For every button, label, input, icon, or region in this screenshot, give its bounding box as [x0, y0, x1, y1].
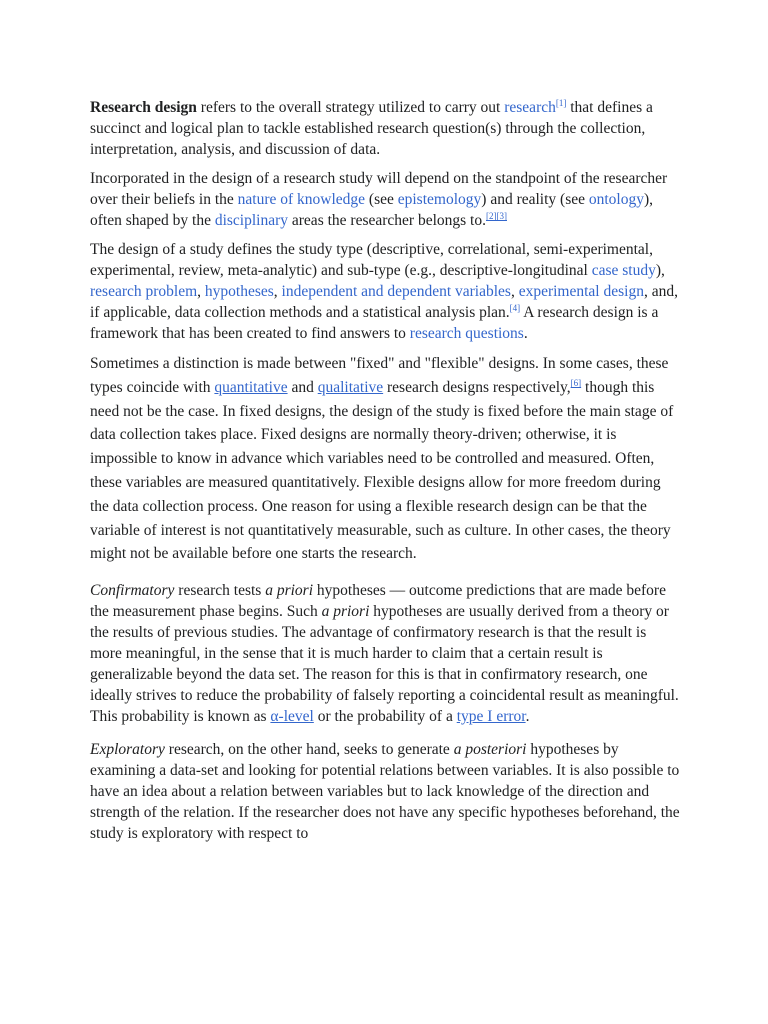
- text: refers to the overall strategy utilized to carry out: [196, 99, 505, 116]
- paragraph-definition: [90, 97, 680, 160]
- text: .: [525, 708, 530, 726]
- text: A research design is a framework that has been created to find answers to: [90, 304, 659, 342]
- text: that defines a succinct and logical plan to tackle established research question(s) through the collection, interpretation, analysis, and discussion of data.: [90, 99, 653, 158]
- paragraph-study-type: [90, 239, 680, 344]
- link-case-study[interactable]: case study: [591, 262, 656, 279]
- paragraph-confirmatory: [90, 580, 680, 727]
- text: research tests: [174, 582, 266, 600]
- paragraph-standpoint: [90, 168, 680, 231]
- term-a-priori: a priori: [321, 603, 370, 621]
- text: The design of a study defines the study type (descriptive, correlational, semi-experimental, experimental, review, meta-analytic) and sub-type (e.g., descriptive-longitudinal: [90, 241, 653, 279]
- text: or the probability of a: [313, 708, 457, 726]
- term-a-posteriori: a posteriori: [453, 741, 527, 759]
- link-type-i-error[interactable]: type I error: [456, 708, 526, 726]
- link-independent-dependent-variables[interactable]: independent and dependent variables: [281, 283, 511, 300]
- text: hypotheses by examining a data-set and looking for potential relations between variables. It is also possible to have an idea about a relation between variables but to lack knowledge of the direction and strength of the relation. If the researcher does not have any specific hypotheses beforehand, the study is exploratory with respect to: [90, 741, 680, 843]
- text: Incorporated in the design of a research study will depend on the standpoint of the researcher over their beliefs in the: [90, 170, 668, 208]
- link-experimental-design[interactable]: experimental design: [518, 283, 644, 300]
- link-research-questions[interactable]: research questions: [409, 325, 524, 342]
- text: research, on the other hand, seeks to generate: [164, 741, 454, 759]
- text: and: [287, 378, 318, 396]
- text: ,: [197, 283, 205, 300]
- text: though this need not be the case. In fixed designs, the design of the study is fixed before the main stage of data collection takes place. Fixed designs are normally theory-driven; otherwise, it is impossible to know in advance which variables need to be controlled and measured. Often, these variables are measured quantitatively. Flexible designs allow for more freedom during the data collection process. One reason for using a flexible research design can be that the variable of interest is not quantitatively measurable, such as culture. In other cases, the theory might not be available before one starts the research.: [90, 378, 674, 563]
- link-research-problem[interactable]: research problem: [90, 283, 198, 300]
- text: hypotheses — outcome predictions that are made before the measurement phase begins. Such: [90, 582, 666, 621]
- link-quantitative[interactable]: quantitative: [214, 378, 288, 396]
- term-exploratory: Exploratory: [90, 741, 165, 759]
- article-body: [90, 97, 680, 852]
- link-disciplinary[interactable]: disciplinary: [214, 212, 289, 229]
- link-alpha-level[interactable]: α-level: [270, 708, 314, 726]
- link-research[interactable]: research: [504, 99, 556, 116]
- paragraph-exploratory: [90, 739, 680, 844]
- link-ontology[interactable]: ontology: [588, 191, 644, 208]
- term-a-priori: a priori: [265, 582, 314, 600]
- text: ),: [655, 262, 665, 279]
- text: areas the researcher belongs to.: [288, 212, 486, 229]
- text: ), often shaped by the: [90, 191, 654, 229]
- text: ,: [273, 283, 282, 300]
- link-hypotheses[interactable]: hypotheses: [204, 283, 274, 300]
- text: research designs respectively,: [383, 378, 571, 396]
- text: (see: [365, 191, 398, 208]
- text: Sometimes a distinction is made between "fixed" and "flexible" designs. In some cases, these types coincide with: [90, 355, 669, 396]
- term-research-design: Research design: [90, 99, 197, 116]
- text: , and, if applicable, data collection methods and a statistical analysis plan.: [90, 283, 678, 321]
- text: ,: [510, 283, 519, 300]
- link-epistemology[interactable]: epistemology: [397, 191, 482, 208]
- citation-1[interactable]: [1]: [555, 97, 567, 108]
- citation-4[interactable]: [4]: [509, 302, 521, 313]
- paragraph-fixed-flexible: [90, 352, 680, 566]
- text: .: [523, 325, 528, 342]
- link-qualitative[interactable]: qualitative: [317, 378, 384, 396]
- term-confirmatory: Confirmatory: [90, 582, 175, 600]
- text: ) and reality (see: [481, 191, 589, 208]
- text: hypotheses are usually derived from a theory or the results of previous studies. The advantage of confirmatory research is that the result is more meaningful, in the sense that it is much harder to claim that a certain result is generalizable beyond the data set. The reason for this is that in confirmatory research, one ideally strives to reduce the probability of falsely reporting a coincidental result as meaningful. This probability is known as: [90, 603, 679, 726]
- link-nature-of-knowledge[interactable]: nature of knowledge: [237, 191, 366, 208]
- citation-6[interactable]: [6]: [570, 377, 582, 388]
- citation-2-3[interactable]: [2][3]: [485, 210, 507, 221]
